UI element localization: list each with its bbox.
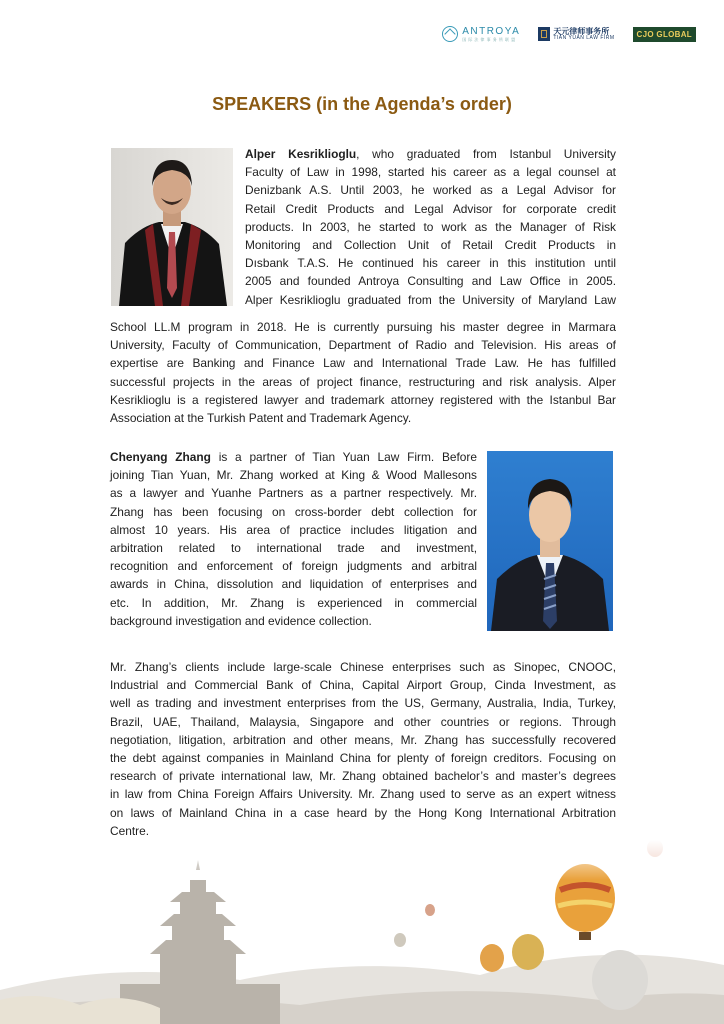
antroya-logo-name: ANTROYA <box>462 25 521 37</box>
tianyuan-logo-chinese: 天元律师事务所 <box>553 25 610 36</box>
bio-line: negotiation, litigation, arbitration and other means, Mr. Zhang has successfully recovered <box>110 732 616 747</box>
bio-line: Industrial and Commercial Bank of China, Capital Airport Group, Cinda Investment, as <box>110 678 616 693</box>
bio-line: recognition and enforcement of foreign judgments and arbitral <box>110 559 477 574</box>
cjo-global-logo: CJO GLOBAL <box>633 27 696 42</box>
bio-line: expertise are Banking and Finance Law and International Trade Law. He has fulfilled <box>110 356 616 371</box>
bio-line: in law from China Foreign Affairs University. Mr. Zhang used to serve as an expert witness <box>110 787 616 802</box>
antroya-logo-subtitle: 国 际 法 律 事 务 所 联 盟 <box>462 36 516 42</box>
bio-line: background investigation and evidence collection. <box>110 613 372 628</box>
bio-line: successful projects in the areas of project finance, restructuring and risk analysis. Alper <box>110 374 616 389</box>
speaker-bio-zhang-full <box>110 658 616 840</box>
bio-line: Brazil, UAE, Thailand, Malaysia, Singapore and other countries or regions. Through <box>110 714 616 729</box>
antroya-logo <box>442 26 520 42</box>
bio-line: Mr. Zhang’s clients include large-scale Chinese enterprises such as Sinopec, CNOOC, <box>110 660 616 674</box>
bio-line: well as trading and investment enterprises from the US, Germany, Australia, India, Turkey, <box>110 696 616 711</box>
speaker-name-alper: Alper Kesriklioglu <box>245 147 357 161</box>
bio-line: Alper Kesriklioglu, who graduated from Istanbul University <box>245 147 617 161</box>
bio-line: Kesriklioglu is a registered lawyer and trademark attorney registered with the Istanbul Bar <box>110 392 616 407</box>
bio-line: Chenyang Zhang is a partner of Tian Yuan Law Firm. Before <box>110 450 477 464</box>
bio-line: Monitoring and Collection Unit of Retail Credit Products in <box>245 238 616 253</box>
speaker-bio-zhang-wrap <box>110 448 477 630</box>
antroya-mark-icon <box>442 26 458 42</box>
decorative-scenery-image <box>0 840 724 1024</box>
header-logos <box>442 26 696 42</box>
bio-line: almost 10 years. His area of practice includes litigation and <box>110 522 477 537</box>
bio-line: as a lawyer and Yuanhe Partners as a partner respectively. Mr. <box>110 486 477 501</box>
speaker-photo-alper <box>111 148 233 306</box>
tianyuan-mark-icon <box>538 27 550 41</box>
bio-line: on laws of Mainland China in a case heard by the Hong Kong International Arbitration <box>110 805 616 820</box>
bio-line: products. In 2003, he started to work as the Manager of Risk <box>245 219 616 234</box>
speaker-photo-zhang <box>487 451 613 631</box>
bio-line: arbitration related to international trade and investment, <box>110 541 477 556</box>
speaker-name-zhang: Chenyang Zhang <box>110 450 211 464</box>
bio-line: School LL.M program in 2018. He is currently pursuing his master degree in Marmara <box>110 320 616 334</box>
bio-line: research of private international law, Mr. Zhang obtained bachelor’s and master’s degrees <box>110 769 616 784</box>
bio-line: Centre. <box>110 823 149 838</box>
speaker-bio-alper-wrap <box>245 145 616 309</box>
tianyuan-logo <box>538 27 614 41</box>
bio-line: joining Tian Yuan, Mr. Zhang worked at King & Wood Mallesons <box>110 468 477 483</box>
bio-line: University, Faculty of Communication, Department of Radio and Television. His areas of <box>110 338 616 353</box>
bio-line: Faculty of Law in 1998, started his career as a legal counsel at <box>245 165 616 180</box>
bio-line: 2005 and founded Antroya Consulting and Law Office in 2005. <box>245 274 616 289</box>
bio-line: Zhang has been focusing on cross-border debt collection for <box>110 504 477 519</box>
bio-line: awards in China, dissolution and liquidation of enterprises and <box>110 577 477 592</box>
bio-line: etc. In addition, Mr. Zhang is experienced in commercial <box>110 595 477 610</box>
speaker-bio-alper-full <box>110 318 616 427</box>
bio-line: Retail Credit Products and Legal Advisor for corporate credit <box>245 201 616 216</box>
tianyuan-logo-english: TIAN YUAN LAW FIRM <box>553 34 615 41</box>
bio-line: Denizbank A.S. Until 2003, he worked as a Legal Advisor for <box>245 183 616 198</box>
bio-line: Alper Kesriklioglu graduated from the University of Maryland Law <box>245 292 616 307</box>
bio-line: the debt against companies in Mainland China for plenty of foreign creditors. Focusing on <box>110 751 616 766</box>
page-title: SPEAKERS (in the Agenda’s order) <box>212 94 512 114</box>
bio-line: Association at the Turkish Patent and Trademark Agency. <box>110 411 412 426</box>
bio-line: Dısbank T.A.S. He continued his career in this institution until <box>245 256 616 271</box>
